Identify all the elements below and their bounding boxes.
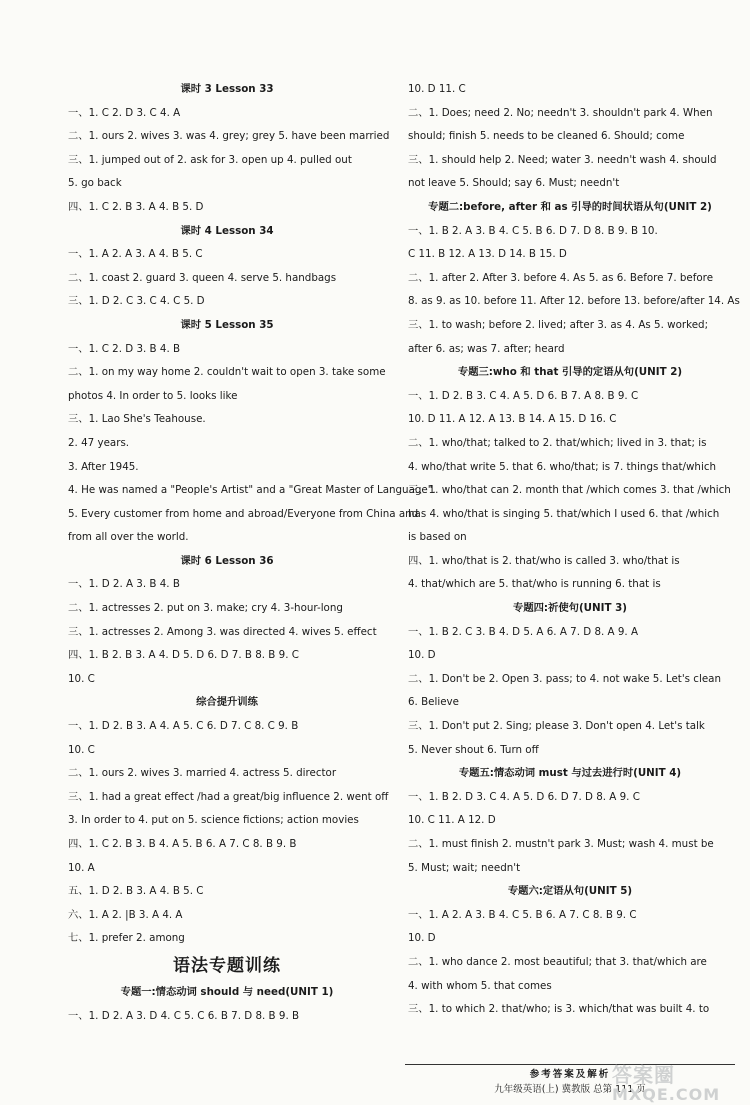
section-heading: 课时 5 Lesson 35	[180, 318, 274, 331]
answer-line: 5. go back	[68, 177, 122, 190]
section-heading: 专题五:情态动词 must 与过去进行时(UNIT 4)	[458, 767, 682, 780]
answer-line: after 6. as; was 7. after; heard	[408, 342, 565, 355]
section-heading: 专题四:祈使句(UNIT 3)	[513, 602, 627, 615]
answer-line: 一、1. B 2. C 3. B 4. D 5. A 6. A 7. D 8. A 9. A	[408, 625, 639, 638]
answer-line: C 11. B 12. A 13. D 14. B 15. D	[408, 248, 567, 261]
answer-line: 10. C	[68, 672, 95, 685]
answer-line: 5. Must; wait; needn't	[408, 861, 521, 874]
answer-line: 二、1. Don't be 2. Open 3. pass; to 4. not wake 5. Let's clean	[408, 672, 721, 685]
answer-line: 三、1. should help 2. Need; water 3. needn't wash 4. should	[408, 153, 717, 166]
answer-line: 一、1. B 2. A 3. B 4. C 5. B 6. D 7. D 8. B 9. B 10.	[408, 224, 658, 237]
section-heading: 综合提升训练	[196, 696, 258, 709]
section-heading: 语法专题训练	[173, 955, 281, 976]
answer-line: 2. 47 years.	[68, 436, 130, 449]
answer-line: 5. Every customer from home and abroad/Everyone from China and	[68, 507, 419, 520]
right-answer-column	[408, 78, 740, 1022]
answer-line: 二、1. Does; need 2. No; needn't 3. shouldn't park 4. When	[408, 106, 713, 119]
answer-line: 一、1. A 2. A 3. A 4. B 5. C	[68, 248, 203, 261]
answer-line: 二、1. must finish 2. mustn't park 3. Must; wash 4. must be	[408, 838, 714, 850]
answer-line: 10. C 11. A 12. D	[408, 814, 496, 827]
answer-line: 三、1. jumped out of 2. ask for 3. open up 4. pulled out	[68, 153, 352, 166]
answer-line: 三、1. to which 2. that/who; is 3. which/that was built 4. to	[408, 1003, 710, 1016]
answer-line: should; finish 5. needs to be cleaned 6. Should; come	[408, 130, 685, 143]
answer-line: 10. D 11. C	[408, 83, 466, 95]
answer-line: 六、1. A 2. |B 3. A 4. A	[68, 908, 183, 921]
answer-line: 4. who/that write 5. that 6. who/that; is 7. things that/which	[408, 460, 717, 473]
answer-line: 6. Believe	[408, 696, 459, 709]
answer-line: 三、1. Lao She's Teahouse.	[68, 413, 206, 426]
section-heading: 课时 6 Lesson 36	[180, 554, 274, 567]
answer-line: 四、1. C 2. B 3. B 4. A 5. B 6. A 7. C 8. B 9. B	[68, 838, 297, 850]
answer-line: 10. D	[408, 649, 436, 662]
answer-line: 二、1. coast 2. guard 3. queen 4. serve 5. handbags	[68, 271, 337, 284]
answer-line: 二、1. who/that; talked to 2. that/which; lived in 3. that; is	[408, 436, 707, 449]
answer-line: 3. In order to 4. put on 5. science fictions; action movies	[68, 814, 359, 827]
answer-line: 10. D	[408, 932, 436, 945]
answer-line: 一、1. D 2. B 3. A 4. A 5. C 6. D 7. C 8. C 9. B	[68, 720, 299, 733]
answer-line: 三、1. D 2. C 3. C 4. C 5. D	[68, 295, 205, 308]
footer-title: 参考答案及解析	[529, 1069, 611, 1080]
answer-line: 二、1. who dance 2. most beautiful; that 3. that/which are	[408, 955, 707, 968]
answer-line: 8. as 9. as 10. before 11. After 12. before 13. before/after 14. As	[408, 295, 740, 308]
answer-line: 四、1. B 2. B 3. A 4. D 5. D 6. D 7. B 8. B 9. C	[68, 649, 299, 662]
answer-line: 二、1. actresses 2. put on 3. make; cry 4. 3-hour-long	[68, 602, 343, 615]
answer-line: 三、1. actresses 2. Among 3. was directed 4. wives 5. effect	[68, 625, 377, 638]
answer-line: 四、1. C 2. B 3. A 4. B 5. D	[68, 200, 204, 213]
answer-line: 一、1. B 2. D 3. C 4. A 5. D 6. D 7. D 8. A 9. C	[408, 790, 640, 803]
answer-line: has 4. who/that is singing 5. that/which I used 6. that /which	[408, 507, 720, 520]
answer-line: 4. with whom 5. that comes	[408, 979, 552, 992]
section-heading: 专题六:定语从句(UNIT 5)	[507, 885, 633, 898]
answer-line: not leave 5. Should; say 6. Must; needn't	[408, 177, 620, 190]
answer-line: 3. After 1945.	[68, 460, 139, 473]
answer-line: 三、1. who/that can 2. month that /which comes 3. that /which	[408, 484, 731, 497]
answer-line: 四、1. who/that is 2. that/who is called 3. who/that is	[408, 554, 680, 567]
watermark-logo	[612, 1065, 720, 1105]
section-heading: 课时 3 Lesson 33	[180, 83, 274, 95]
answer-line: 三、1. to wash; before 2. lived; after 3. as 4. As 5. worked;	[408, 318, 709, 331]
answer-line: 10. C	[68, 743, 95, 756]
answer-line: is based on	[408, 531, 467, 544]
section-heading: 课时 4 Lesson 34	[180, 224, 274, 237]
answer-line: 一、1. A 2. A 3. B 4. C 5. B 6. A 7. C 8. B 9. C	[408, 908, 637, 921]
answer-line: 五、1. D 2. B 3. A 4. B 5. C	[68, 885, 204, 898]
watermark-line2: MXQE.COM	[612, 1085, 721, 1104]
answer-line: 一、1. D 2. A 3. B 4. B	[68, 578, 180, 591]
answer-line: 三、1. Don't put 2. Sing; please 3. Don't open 4. Let's talk	[408, 720, 705, 733]
answer-line: 二、1. after 2. After 3. before 4. As 5. as 6. Before 7. before	[408, 271, 714, 284]
answer-line: 一、1. D 2. B 3. C 4. A 5. D 6. B 7. A 8. B 9. C	[408, 389, 639, 402]
answer-line: 三、1. had a great effect /had a great/big influence 2. went off	[68, 790, 389, 803]
section-heading: 专题三:who 和 that 引导的定语从句(UNIT 2)	[457, 366, 683, 379]
answer-line: 一、1. C 2. D 3. C 4. A	[68, 106, 181, 119]
section-heading: 专题二:before, after 和 as 引导的时间状语从句(UNIT 2)	[428, 200, 712, 213]
watermark-line1: 答案圈	[612, 1063, 675, 1087]
answer-line: 10. D 11. A 12. A 13. B 14. A 15. D 16. C	[408, 413, 617, 426]
answer-line: 二、1. on my way home 2. couldn't wait to open 3. take some	[68, 366, 386, 379]
answer-line: 一、1. D 2. A 3. D 4. C 5. C 6. B 7. D 8. B 9. B	[68, 1009, 300, 1022]
answer-line: 10. A	[68, 861, 95, 874]
answer-line: 二、1. ours 2. wives 3. was 4. grey; grey 5. have been married	[68, 130, 390, 143]
answer-line: 一、1. C 2. D 3. B 4. B	[68, 342, 181, 355]
answer-line: 4. that/which are 5. that/who is running 6. that is	[408, 578, 661, 591]
answer-line: 二、1. ours 2. wives 3. married 4. actress 5. director	[68, 767, 337, 780]
answer-line: 4. He was named a "People's Artist" and a "Great Master of Language".	[68, 484, 436, 497]
answer-line: photos 4. In order to 5. looks like	[68, 389, 238, 402]
answer-line: 七、1. prefer 2. among	[68, 932, 185, 945]
section-heading: 专题一:情态动词 should 与 need(UNIT 1)	[120, 985, 334, 998]
answer-line: from all over the world.	[68, 531, 189, 544]
answer-line: 5. Never shout 6. Turn off	[408, 743, 539, 756]
footer-subtitle: 九年级英语(上) 冀教版 总第 111 页	[494, 1084, 646, 1095]
